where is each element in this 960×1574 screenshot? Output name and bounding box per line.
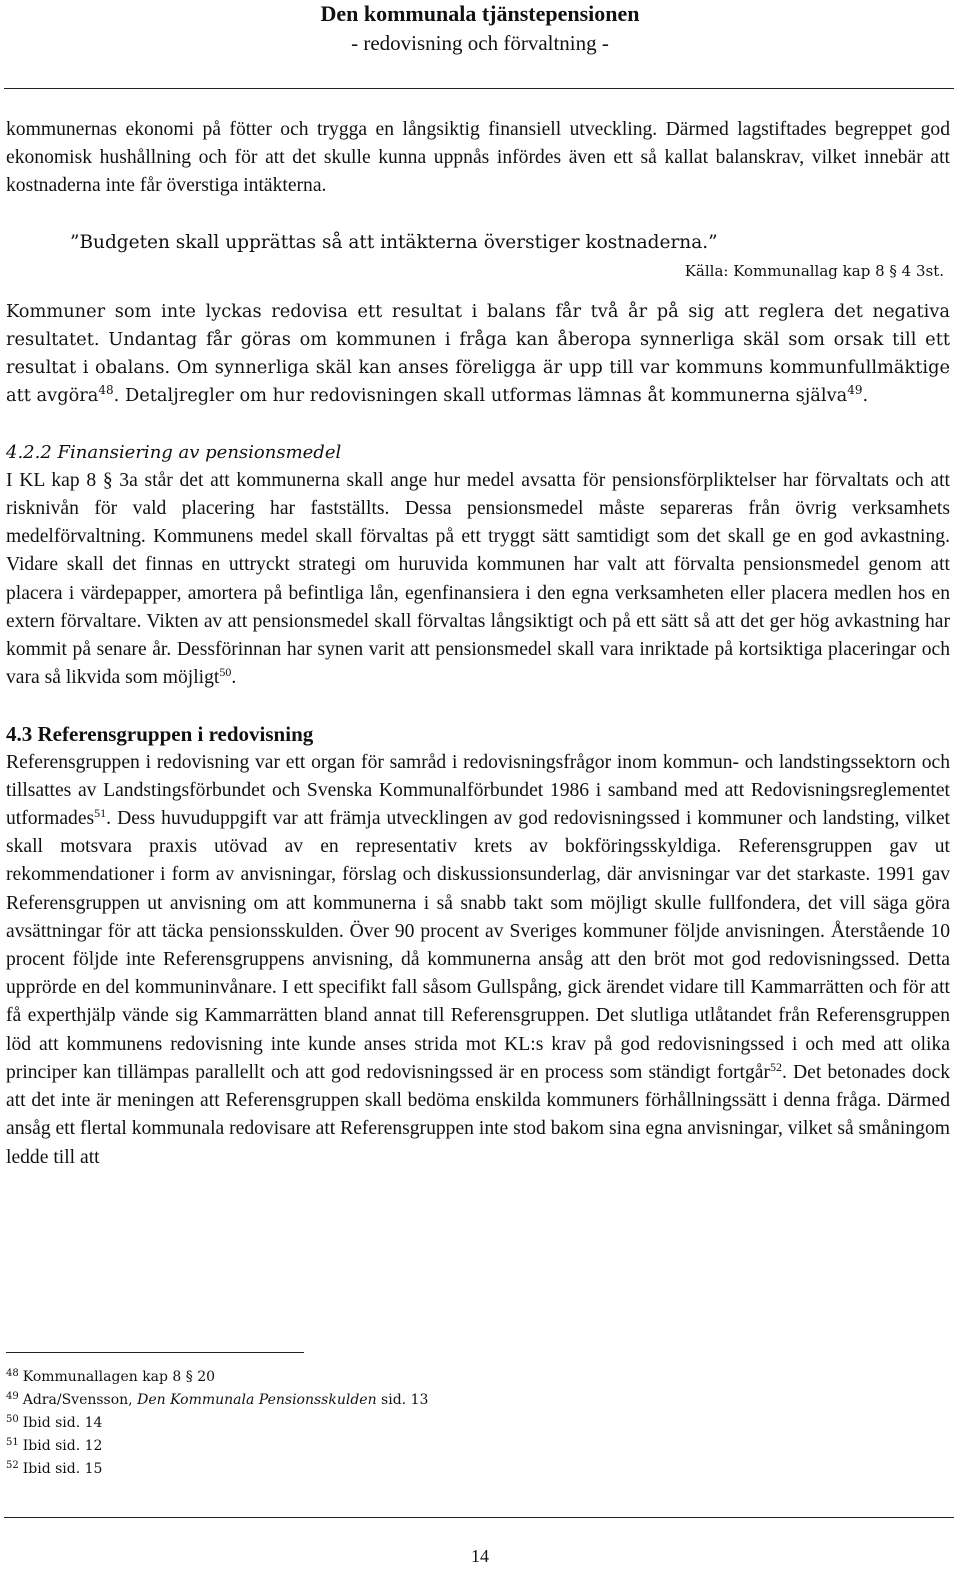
footnote-52 [6, 1458, 428, 1481]
footnote-ref-51[interactable]: 51 [94, 806, 107, 821]
paragraph-3 [6, 467, 950, 693]
footer-divider [4, 1517, 954, 1518]
footnote-book-title: Den Kommunala Pensionsskulden [137, 1392, 377, 1408]
footnote-text: sid. 13 [376, 1392, 429, 1408]
footnote-50 [6, 1412, 428, 1435]
paragraph-4-text-c: . Det betonades dock att det inte är meningen att Referensgruppen skall bedöma enskilda kommuners förhållningssätt i denna fråga. Därmed ansåg ett flertal kommunala redovisare att Referensgruppen inte stod bakom sina egna anvisningar, vilket så småningom ledde till att [6, 1061, 950, 1168]
footnote-divider [6, 1352, 304, 1353]
footnotes [6, 1366, 428, 1481]
footnote-ref-52[interactable]: 52 [770, 1059, 783, 1074]
footnote-ref-50[interactable]: 50 [219, 665, 232, 680]
footnote-number: 51 [6, 1437, 19, 1448]
page-number: 14 [471, 1546, 489, 1566]
paragraph-1: kommunernas ekonomi på fötter och trygga en långsiktig finansiell utveckling. Därmed lagstiftades begreppet god ekonomisk hushållning och för att det skulle kunna uppnås infördes även ett så kallat balanskrav, vilket innebär att kostnaderna inte får överstiga intäkterna. [6, 119, 950, 197]
paragraph-2-text-a: Kommuner som inte lyckas redovisa ett resultat i balans får två år på sig att reglera det negativa resultatet. Undantag får göras om kommunen i fråga kan åberopa synnerliga skäl som orsak till ett resultat i obalans. Om synnerliga skäl kan anses föreligga är upp till var kommuns kommunfullmäktige att avgöra [6, 300, 950, 407]
paragraph-2 [6, 298, 950, 411]
page-body [6, 116, 950, 1172]
paragraph-3-text-b: . [231, 667, 237, 689]
document-title: Den kommunala tjänstepensionen [320, 1, 640, 26]
document-subtitle: - redovisning och förvaltning - [351, 31, 609, 55]
footnote-text: Ibid sid. 15 [22, 1461, 103, 1477]
paragraph-4-text-a: Referensgruppen i redovisning var ett organ för samråd i redovisningsfrågor inom kommun- och landstingssektorn och tillsattes av Landstingsförbundet och Svenska Kommunalförbundet 1986 i samband med att Redovisningsreglementet utformades [6, 751, 950, 830]
footnote-ref-49[interactable]: 49 [847, 383, 863, 398]
footnote-number: 50 [6, 1414, 19, 1425]
footnote-ref-48[interactable]: 48 [98, 383, 114, 398]
footnote-51 [6, 1435, 428, 1458]
paragraph-2-text-c: . [862, 385, 869, 407]
footnote-number: 48 [6, 1368, 19, 1379]
header-divider [4, 88, 954, 89]
footnote-text: Adra/Svensson, [22, 1392, 138, 1408]
footnote-number: 49 [6, 1391, 19, 1402]
footnote-text: Ibid sid. 14 [22, 1415, 103, 1431]
paragraph-3-text-a: I KL kap 8 § 3a står det att kommunerna skall ange hur medel avsatta för pensionsförpliktelser har förvaltats och att risknivån för vald placering har fastställts. Dessa pensionsmedel måste separeras från övrig verksamhets medelförvaltning. Kommunens medel skall förvaltas på ett tryggt sätt samtidigt som det skall ge en god avkastning. Vidare skall det finnas en uttryckt strategi om huruvida kommunen har valt att förvalta pensionsmedel genom att placera i värdepapper, amortera på befintliga lån, egenfinansiera i den egna verksamheten eller placera medlen hos en extern förvaltare. Vikten av att pensionsmedel skall förvaltas långsiktigt och på ett sätt så att det ger hög avkastning har kommit på senare år. Dessförinnan har synen varit att pensionsmedel skall vara inriktade på kortsiktiga placeringar och vara så likvida som möjligt [6, 469, 950, 689]
paragraph-2-text-b: . Detaljregler om hur redovisningen skall utformas lämnas åt kommunerna själva [113, 385, 848, 407]
footnote-number: 52 [6, 1460, 19, 1471]
paragraph-4 [6, 749, 950, 1172]
quote-source: Källa: Kommunallag kap 8 § 4 3st. [684, 261, 944, 280]
footnote-text: Kommunallagen kap 8 § 20 [22, 1369, 216, 1385]
footnote-48 [6, 1366, 428, 1389]
block-quote: ”Budgeten skall upprättas så att intäkterna överstiger kostnaderna.” [70, 231, 718, 253]
paragraph-4-text-b: . Dess huvuduppgift var att främja utvecklingen av god redovisningssed i kommuner och landsting, vilket skall motsvara praxis utövad av en representativ krets av bokföringsskyldiga. Referensgruppen gav ut rekommendationer i form av anvisningar, förslag och diskussionsunderlag, där anvisningar var det starkaste. 1991 gav Referensgruppen ut anvisning om att kommunerna i så snabb takt som möjligt skulle fullfondera, det vill säga göra avsättningar för att täcka pensionsskulden. Över 90 procent av Sveriges kommuner följde anvisningen. Återstående 10 procent följde inte Referensgruppens anvisning, då kommunerna ansåg att den bröt mot god redovisningssed. Detta upprörde en del kommuninvånare. I ett specifikt fall såsom Gullspång, gick ärendet vidare till Kammarrätten och för att få experthjälp vände sig Kammarrätten bland annat till Referensgruppen. Det slutliga utlåtandet från Referensgruppen löd att kommunens redovisning inte kunde anses strida mot KL:s krav på god redovisningssed i och med att olika principer kan tillämpas parallellt och att god redovisningssed är en process som ständigt fortgår [6, 808, 950, 1083]
subsection-heading: 4.2.2 Finansiering av pensionsmedel [6, 441, 342, 463]
footnote-49 [6, 1389, 428, 1412]
section-heading: 4.3 Referensgruppen i redovisning [6, 722, 314, 747]
footnote-text: Ibid sid. 12 [22, 1438, 103, 1454]
